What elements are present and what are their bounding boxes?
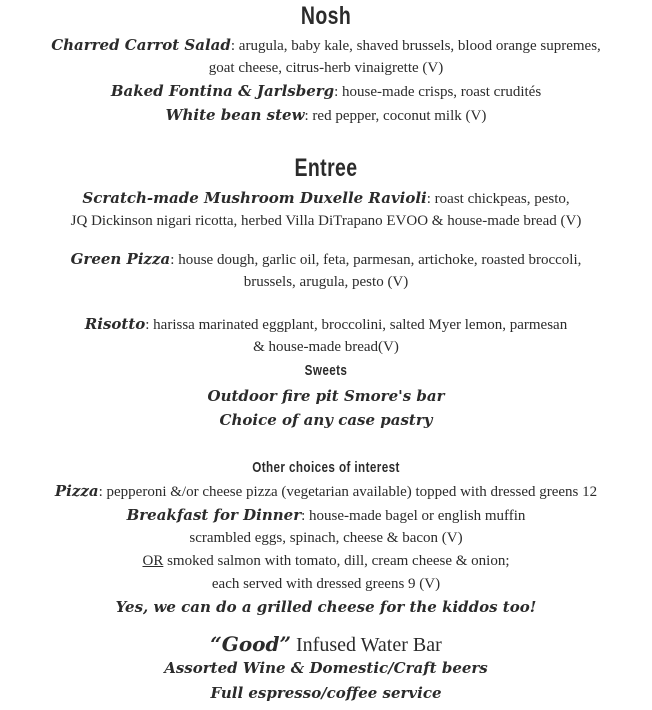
menu-item-baked-fontina	[0, 80, 652, 104]
item-name: Green Pizza	[70, 250, 171, 268]
menu-item-desc-line: & house-made bread(V)	[253, 339, 399, 355]
menu-item-desc-line: goat cheese, citrus-herb vinaigrette (V)	[208, 60, 444, 76]
menu-item-ravioli	[0, 187, 652, 211]
section-title-nosh: Nosh	[300, 2, 352, 30]
item-desc: smoked salmon with tomato, dill, cream cheese & onion;	[163, 553, 510, 569]
section-title-other-choices: Other choices of interest	[252, 459, 400, 476]
water-rest: Infused Water Bar	[291, 634, 442, 656]
infused-water-bar	[0, 631, 652, 658]
item-desc: : harissa marinated eggplant, broccolini, salted Myer lemon, parmesan	[145, 317, 568, 333]
item-desc: : red pepper, coconut milk (V)	[304, 108, 487, 124]
item-desc: : roast chickpeas, pesto,	[426, 191, 570, 207]
item-desc: : house-made bagel or english muffin	[301, 508, 526, 524]
menu-item-desc-line: scrambled eggs, spinach, cheese & bacon (V)	[189, 530, 463, 546]
menu-item-risotto	[0, 313, 652, 337]
item-name: White bean stew	[165, 106, 305, 124]
menu-item-desc-line: each served with dressed greens 9 (V)	[211, 576, 441, 592]
item-name: Pizza	[54, 482, 99, 500]
item-desc: : arugula, baby kale, shaved brussels, blood orange supremes,	[230, 38, 601, 54]
sweets-item: Choice of any case pastry	[219, 411, 433, 429]
section-title-sweets: Sweets	[304, 362, 348, 379]
menu-item-white-bean-stew	[0, 104, 652, 128]
wine-beer-line: Assorted Wine & Domestic/Craft beers	[164, 659, 488, 677]
menu-item-breakfast-for-dinner	[0, 504, 652, 528]
item-name: Risotto	[84, 315, 146, 333]
menu-item-desc-line	[0, 550, 652, 573]
item-desc: : house-made crisps, roast crudités	[334, 84, 542, 100]
menu-item-green-pizza	[0, 248, 652, 272]
menu-item-charred-carrot-salad	[0, 34, 652, 58]
item-desc: : house dough, garlic oil, feta, parmesan, artichoke, roasted broccoli,	[170, 252, 582, 268]
menu-item-desc-line: JQ Dickinson nigari ricotta, herbed Villa DiTrapano EVOO & house-made bread (V)	[70, 213, 582, 229]
menu-item-pizza	[0, 480, 652, 504]
water-good: “Good”	[210, 632, 291, 656]
item-name: Charred Carrot Salad	[51, 36, 231, 54]
coffee-line: Full espresso/coffee service	[210, 684, 442, 702]
item-desc: : pepperoni &/or cheese pizza (vegetarian available) topped with dressed greens 12	[98, 484, 598, 500]
sweets-item: Outdoor fire pit Smore's bar	[207, 387, 445, 405]
or-label: OR	[142, 553, 164, 569]
item-name: Breakfast for Dinner	[126, 506, 302, 524]
kids-note: Yes, we can do a grilled cheese for the kiddos too!	[115, 598, 537, 616]
item-name: Baked Fontina & Jarlsberg	[110, 82, 335, 100]
section-title-entree: Entree	[294, 154, 358, 182]
menu-item-desc-line: brussels, arugula, pesto (V)	[243, 274, 409, 290]
item-name: Scratch-made Mushroom Duxelle Ravioli	[82, 189, 427, 207]
